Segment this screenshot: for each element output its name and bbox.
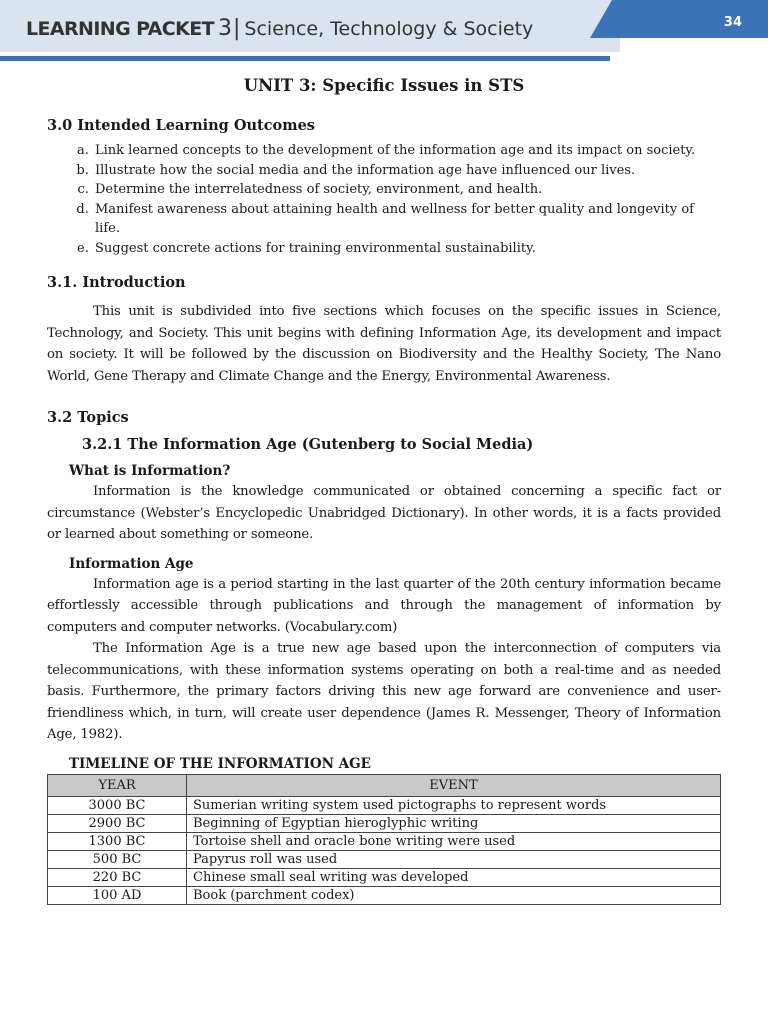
event-cell: Papyrus roll was used: [187, 850, 721, 868]
event-cell: Chinese small seal writing was developed: [187, 868, 721, 886]
information-definition: Information is the knowledge communicated or obtained concerning a specific fact or circumstance (Webster’s Encyclopedic Unabridged Dictionary). In other words, it is a facts provided or learned about something or someone.: [47, 484, 721, 542]
outcome-item: a. Link learned concepts to the development of the information age and its impact on society.: [93, 141, 721, 161]
table-row: [48, 850, 721, 868]
timeline-title: TIMELINE OF THE INFORMATION AGE: [69, 755, 371, 772]
unit-title: UNIT 3: Specific Issues in STS: [243, 76, 525, 95]
table-row: [48, 814, 721, 832]
year-cell: 220 BC: [48, 868, 187, 886]
year-column-header: YEAR: [48, 774, 187, 796]
table-row: [48, 886, 721, 904]
table-row: [48, 868, 721, 886]
packet-title: [26, 16, 533, 41]
timeline-table: [47, 774, 721, 905]
outcome-item: c. Determine the interrelatedness of society, environment, and health.: [93, 180, 721, 200]
topics-heading: 3.2 Topics: [47, 409, 129, 426]
outcome-item: d. Manifest awareness about attaining health and wellness for better quality and longevity of life.: [93, 200, 721, 239]
packet-label: LEARNING PACKET: [26, 18, 214, 40]
introduction-paragraph: This unit is subdivided into five sections which focuses on the specific issues in Science, Technology, and Society. This unit begins with defining Information Age, its development and impact on society. It will be followed by the discussion on Biodiversity and the Healthy Society, The Nano World, Gene Therapy and Climate Change and the Energy, Environmental Awareness.: [47, 304, 721, 384]
table-header-row: [48, 774, 721, 796]
outcomes-list: [47, 141, 721, 258]
information-age-paragraph-2: The Information Age is a true new age based upon the interconnection of computers via telecommunications, with these information systems operating on both a real-time and as needed basis. Furthermore, the primary factors driving this new age forward are convenience and user-friendliness which, in turn, will create user dependence (James R. Messenger, Theory of Information Age, 1982).: [47, 641, 721, 742]
table-row: [48, 796, 721, 814]
year-cell: 100 AD: [48, 886, 187, 904]
event-column-header: EVENT: [187, 774, 721, 796]
page-content: [47, 76, 721, 905]
outcomes-heading: 3.0 Intended Learning Outcomes: [47, 117, 315, 134]
table-row: [48, 832, 721, 850]
event-cell: Book (parchment codex): [187, 886, 721, 904]
what-is-information-heading: What is Information?: [69, 463, 231, 479]
year-cell: 500 BC: [48, 850, 187, 868]
year-cell: 3000 BC: [48, 796, 187, 814]
subtopic-heading: 3.2.1 The Information Age (Gutenberg to Social Media): [82, 436, 534, 453]
title-separator: |: [233, 16, 241, 41]
information-age-paragraph-1: Information age is a period starting in the last quarter of the 20th century information became effortlessly accessible through publications and through the management of information by computers and computer networks. (Vocabulary.com): [47, 576, 721, 635]
header-rule: [0, 56, 610, 61]
packet-number: 3: [218, 16, 232, 41]
subject-title: Science, Technology & Society: [244, 18, 534, 40]
event-cell: Sumerian writing system used pictographs to represent words: [187, 796, 721, 814]
introduction-heading: 3.1. Introduction: [47, 274, 186, 291]
outcome-item: b. Illustrate how the social media and the information age have influenced our lives.: [93, 161, 721, 181]
event-cell: Tortoise shell and oracle bone writing were used: [187, 832, 721, 850]
outcome-item: e. Suggest concrete actions for training environmental sustainability.: [93, 239, 721, 259]
page-number: 34: [723, 15, 742, 30]
year-cell: 2900 BC: [48, 814, 187, 832]
information-age-heading: Information Age: [69, 555, 194, 572]
event-cell: Beginning of Egyptian hieroglyphic writing: [187, 814, 721, 832]
year-cell: 1300 BC: [48, 832, 187, 850]
